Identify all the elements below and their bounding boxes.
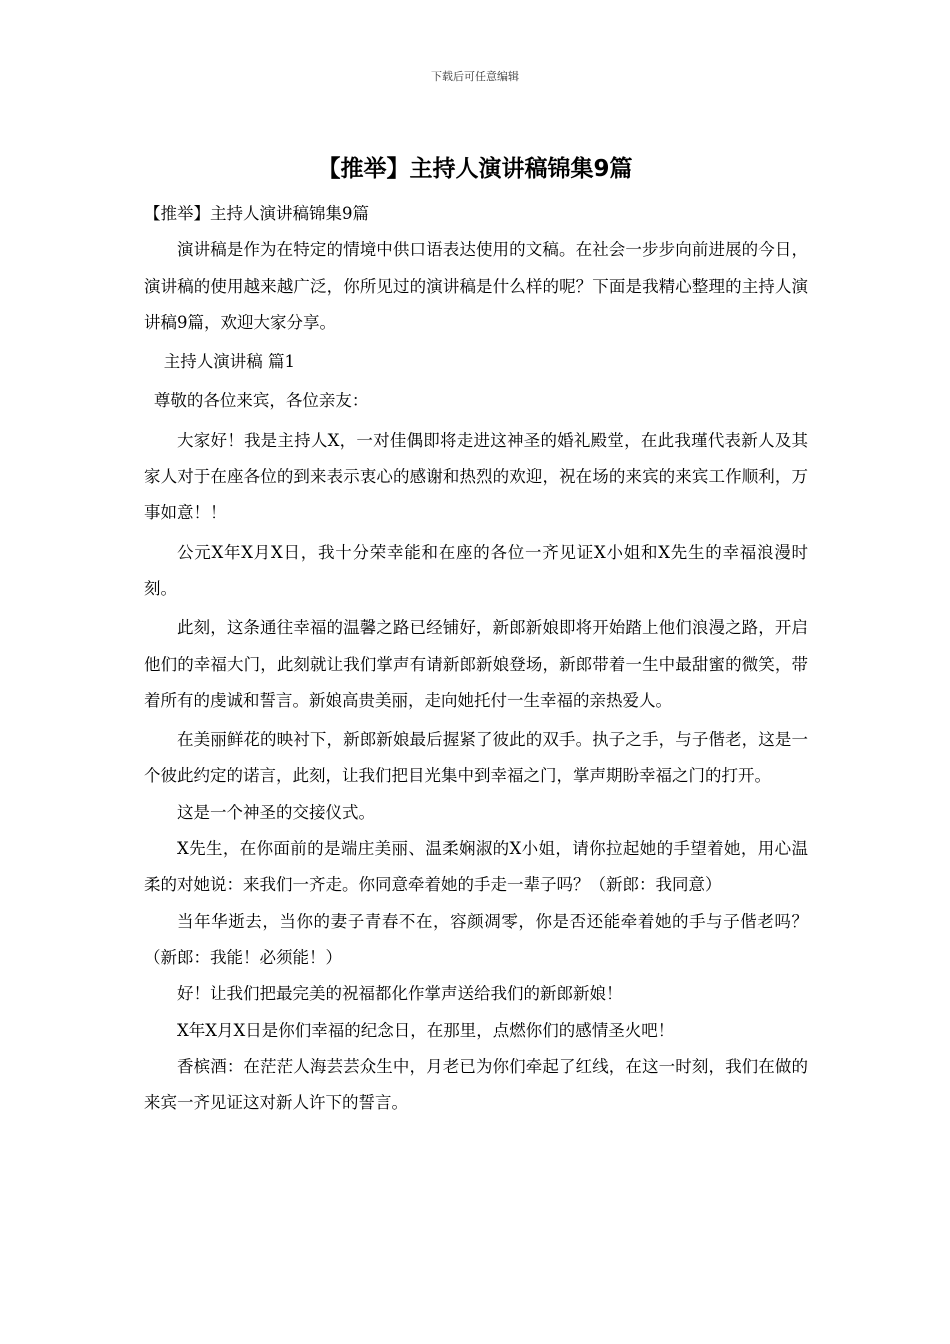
body-paragraph: 好！让我们把最完美的祝福都化作掌声送给我们的新郎新娘！ xyxy=(177,984,623,1004)
page-header-note: 下载后可任意编辑 xyxy=(431,70,519,83)
salutation-paragraph: 尊敬的各位来宾，各位亲友： xyxy=(153,391,369,411)
body-paragraph: 这是一个神圣的交接仪式。 xyxy=(177,802,375,822)
body-paragraph: 大家好！我是主持人X，一对佳偶即将走进这神圣的婚礼殿堂，在此我瑾代表新人及其家人对于在座各位的到来表示衷心的感谢和热烈的欢迎，祝在场的来宾的来宾工作顺利，万事如意！！ xyxy=(144,430,808,523)
document-title: 【推举】主持人演讲稿锦集9篇 xyxy=(317,156,633,182)
body-paragraph: 在美丽鲜花的映衬下，新郎新娘最后握紧了彼此的双手。执子之手，与子偕老，这是一个彼此约定的诺言，此刻，让我们把目光集中到幸福之门，掌声期盼幸福之门的打开。 xyxy=(144,730,808,786)
body-paragraph: 此刻，这条通往幸福的温馨之路已经铺好，新郎新娘即将开始踏上他们浪漫之路，开启他们的幸福大门，此刻就让我们掌声有请新郎新娘登场，新郎带着一生中最甜蜜的微笑，带着所有的虔诚和誓言。新娘高贵美丽，走向她托付一生幸福的亲热爱人。 xyxy=(144,618,808,710)
document-body xyxy=(144,196,808,1121)
intro-paragraph: 演讲稿是作为在特定的情境中供口语表达使用的文稿。在社会一步步向前进展的今日，演讲稿的使用越来越广泛，你所见过的演讲稿是什么样的呢？下面是我精心整理的主持人演讲稿9篇，欢迎大家分享。 xyxy=(144,240,808,332)
body-paragraph: 香槟酒：在茫茫人海芸芸众生中，月老已为你们牵起了红线，在这一时刻，我们在做的来宾一齐见证这对新人许下的誓言。 xyxy=(144,1056,808,1113)
body-paragraph: X先生，在你面前的是端庄美丽、温柔娴淑的X小姐，请你拉起她的手望着她，用心温柔的对她说：来我们一齐走。你同意牵着她的手走一辈子吗？（新郎：我同意） xyxy=(144,839,808,895)
body-paragraph: 公元X年X月X日，我十分荣幸能和在座的各位一齐见证X小姐和X先生的幸福浪漫时刻。 xyxy=(144,542,808,598)
body-paragraph: 当年华逝去，当你的妻子青春不在，容颜凋零，你是否还能牵着她的手与子偕老吗？（新郎：我能！必须能！） xyxy=(144,911,808,967)
subtitle-paragraph: 【推举】主持人演讲稿锦集9篇 xyxy=(144,204,369,223)
body-paragraph: X年X月X日是你们幸福的纪念日，在那里，点燃你们的感情圣火吧！ xyxy=(177,1020,675,1040)
section-heading: 主持人演讲稿 篇1 xyxy=(163,352,296,372)
